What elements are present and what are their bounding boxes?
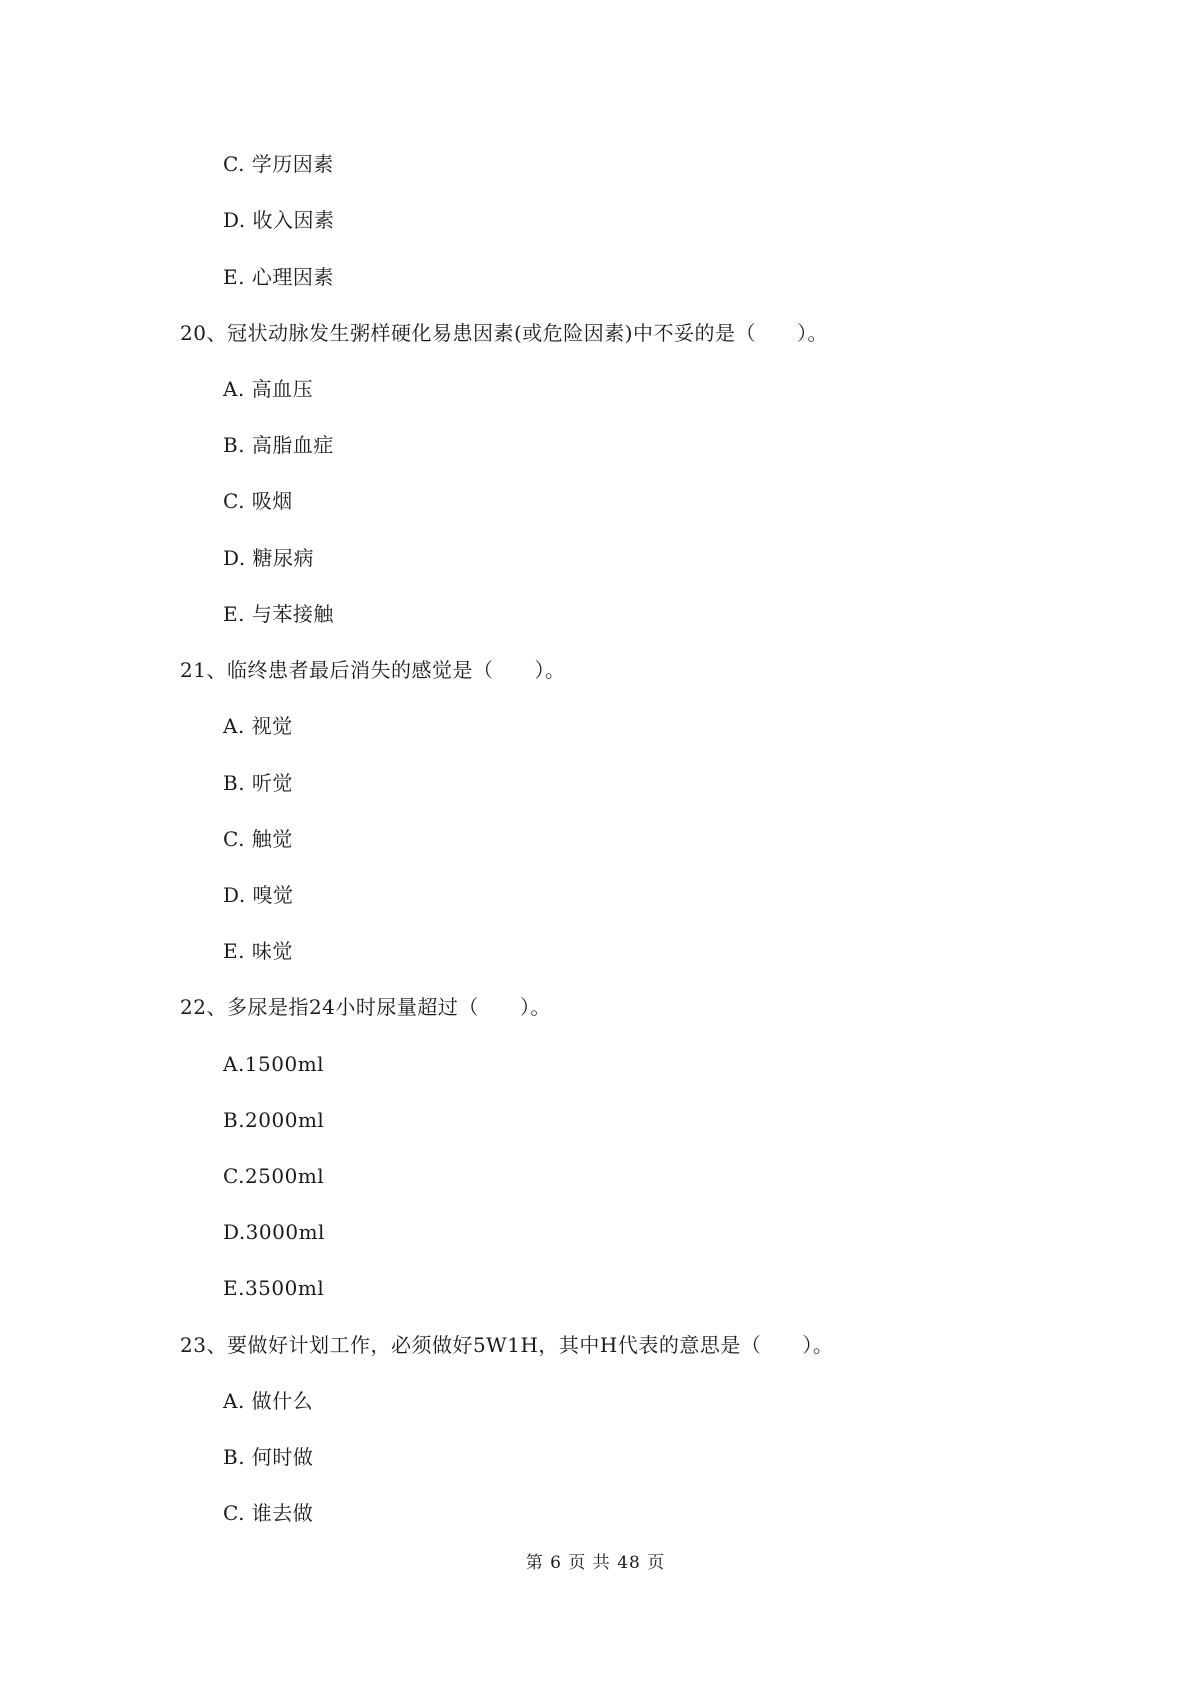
option-20b: B. 高脂血症: [223, 433, 334, 457]
option-19e: E. 心理因素: [223, 265, 334, 289]
option-21a: A. 视觉: [223, 714, 293, 738]
option-19c: C. 学历因素: [223, 152, 334, 176]
question-21: 21、临终患者最后消失的感觉是（ ）。: [180, 658, 566, 682]
option-20e: E. 与苯接触: [223, 602, 334, 626]
option-20d: D. 糖尿病: [223, 546, 315, 570]
page-footer: 第 6 页 共 48 页: [525, 1553, 666, 1573]
option-22b: B.2000ml: [223, 1108, 325, 1132]
option-23b: B. 何时做: [223, 1445, 314, 1469]
option-21e: E. 味觉: [223, 939, 293, 963]
option-22d: D.3000ml: [223, 1220, 325, 1244]
option-22c: C.2500ml: [223, 1164, 325, 1188]
option-23a: A. 做什么: [223, 1389, 314, 1413]
option-22e: E.3500ml: [223, 1276, 325, 1300]
question-20: 20、冠状动脉发生粥样硬化易患因素(或危险因素)中不妥的是（ ）。: [180, 321, 829, 345]
question-23: 23、要做好计划工作，必须做好5W1H，其中H代表的意思是（ ）。: [180, 1333, 834, 1357]
option-20a: A. 高血压: [223, 377, 314, 401]
option-23c: C. 谁去做: [223, 1501, 314, 1525]
option-20c: C. 吸烟: [223, 489, 293, 513]
question-22: 22、多尿是指24小时尿量超过（ ）。: [180, 995, 551, 1019]
option-21b: B. 听觉: [223, 771, 293, 795]
option-22a: A.1500ml: [223, 1052, 325, 1076]
option-21c: C. 触觉: [223, 827, 293, 851]
option-21d: D. 嗅觉: [223, 883, 294, 907]
option-19d: D. 收入因素: [223, 208, 335, 232]
